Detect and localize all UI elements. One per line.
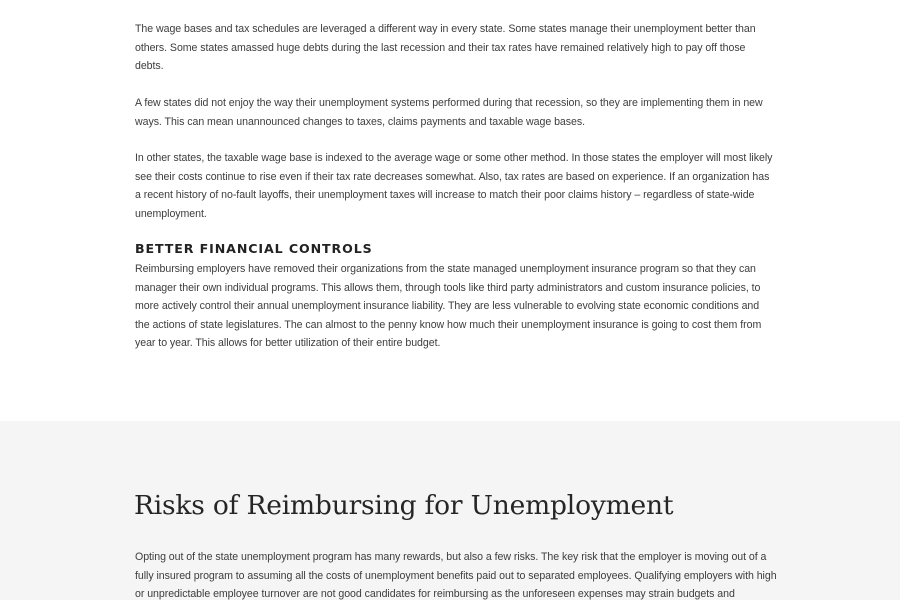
paragraph-state-changes: A few states did not enjoy the way their unemployment systems performed during that recession, so they are implementing them in new ways. This can mean unannounced changes to taxes, claims payments and taxable wage bases. [135,97,763,128]
paragraph-financial-controls: Reimbursing employers have removed their organizations from the state managed unemployment insurance program so that they can manager their own individual programs. This allows them, through tools like third party administrators and custom insurance policies, to more actively control their annual unemployment insurance liability. They are less vulnerable to evolving state economic conditions and the actions of state legislatures. The can almost to the penny know how much their unemployment insurance is going to cost them from year to year. This allows for better utilization of their entire budget. [135,263,762,349]
paragraph-wage-bases: The wage bases and tax schedules are leveraged a different way in every state. Some states manage their unemployment better than others. Some states amassed huge debts during the last recession and their tax rates have remained relatively high to pay off those debts. [135,23,756,72]
heading-better-financial-controls: BETTER FINANCIAL CONTROLS [135,241,373,256]
paragraph-risks: Opting out of the state unemployment program has many rewards, but also a few risks. The key risk that the employer is moving out of a fully insured program to assuming all the costs of unemployment benefits paid out to separated employees. Qualifying employers with high or unpredictable employee turnover are not good candidates for reimbursing as the unforeseen expenses may strain budgets and [135,551,777,600]
paragraph-indexed-wage-base: In other states, the taxable wage base is indexed to the average wage or some other method. In those states the employer will most likely see their costs continue to rise even if their tax rate decreases somewhat. Also, tax rates are based on experience. If an organization has a recent history of no-fault layoffs, their unemployment taxes will increase to match their poor claims history – regardless of state-wide unemployment. [135,152,773,220]
heading-risks-of-reimbursing: Risks of Reimbursing for Unemployment [134,490,674,521]
